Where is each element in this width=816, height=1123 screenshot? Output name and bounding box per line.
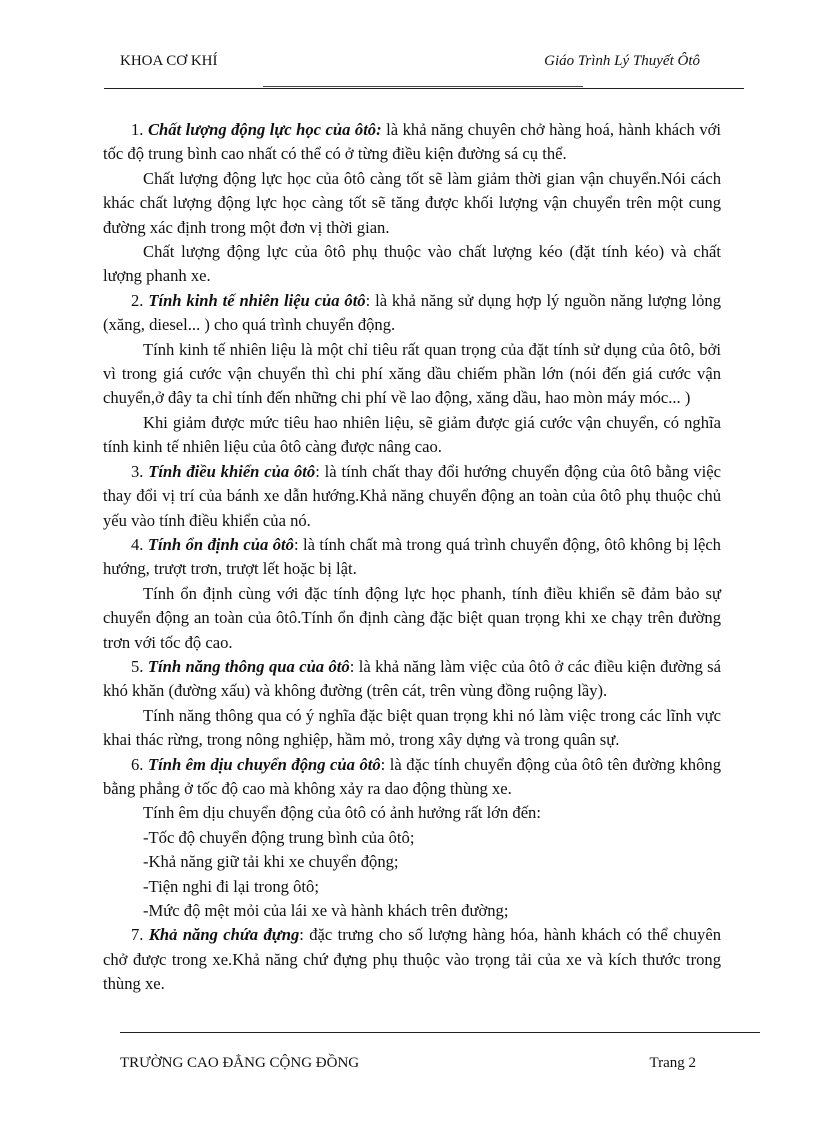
- item-definition: : đặc trưng cho số lượng hàng hóa, hành khách có thể chuyên chở được trong xe.Khả năng chứ đựng phụ thuộc vào trọng tải của xe và kích thước trong thùng xe.: [103, 925, 722, 994]
- item-number: 6.: [131, 754, 144, 774]
- paragraph: Chất lượng động lực học của ôtô càng tốt sẽ làm giảm thời gian vận chuyển.Nói cách khác chất lượng động lực học càng tốt sẽ tăng được khối lượng vận chuyển trên một cung đường xác định trong một đơn vị thời gian.: [103, 168, 721, 237]
- item-definition: : là khả năng làm việc của ôtô ở các điều kiện đường sá khó khăn (đường xấu) và không đường (trên cát, trên vùng đồng ruộng lầy).: [103, 656, 721, 701]
- header-department: KHOA CƠ KHÍ: [120, 53, 218, 69]
- header-book-title: Giáo Trình Lý Thuyết Ôtô: [544, 53, 700, 69]
- paragraph: Tính êm dịu chuyển động của ôtô có ảnh hưởng rất lớn đến:: [143, 803, 541, 823]
- header-rule: [104, 88, 744, 89]
- list-item: -Khả năng giữ tải khi xe chuyển động;: [143, 852, 399, 872]
- page-footer: [120, 1055, 696, 1075]
- item-number: 2.: [131, 290, 144, 310]
- paragraph: Tính ổn định cùng với đặc tính động lực học phanh, tính điều khiển sẽ đảm bảo sự chuyển động an toàn của ôtô.Tính ổn định càng đặc biệt quan trọng khi xe chạy trên đường trơn với tốc độ cao.: [103, 583, 721, 652]
- item-definition: : là tính chất mà trong quá trình chuyển động, ôtô không bị lệch hướng, trượt trơn, trượt lết hoặc bị lật.: [103, 534, 721, 579]
- list-item: -Tốc độ chuyển động trung bình của ôtô;: [143, 827, 415, 847]
- item-6: [103, 753, 721, 802]
- item-3: [103, 460, 721, 533]
- paragraph: Chất lượng động lực của ôtô phụ thuộc vào chất lượng kéo (đặt tính kéo) và chất lượng phanh xe.: [103, 242, 721, 286]
- header-rule-accent: [263, 86, 583, 87]
- item-number: 4.: [131, 534, 144, 554]
- item-4: [103, 533, 721, 582]
- item-number: 1.: [131, 120, 144, 139]
- item-term: Chất lượng động lực học của ôtô:: [147, 120, 382, 139]
- item-term: Tính kinh tế nhiên liệu của ôtô: [148, 290, 366, 310]
- list-item: -Mức độ mệt mỏi của lái xe và hành khách trên đường;: [143, 901, 509, 920]
- item-term: Khả năng chứa đựng: [148, 925, 300, 945]
- item-term: Tính năng thông qua của ôtô: [147, 656, 350, 676]
- item-2: [103, 289, 721, 338]
- item-term: Tính êm dịu chuyển động của ôtô: [147, 754, 381, 774]
- item-definition: : là khả năng sử dụng hợp lý nguồn năng lượng lỏng (xăng, diesel... ) cho quá trình chuyển động.: [103, 290, 722, 335]
- item-term: Tính ổn định của ôtô: [147, 534, 294, 554]
- footer-rule: [120, 1032, 760, 1033]
- item-1: [103, 118, 721, 167]
- item-number: 5.: [131, 656, 144, 676]
- item-number: 3.: [131, 461, 144, 481]
- page-number: Trang 2: [649, 1055, 696, 1071]
- item-term: Tính điều khiển của ôtô: [148, 461, 316, 481]
- item-7: [103, 923, 721, 996]
- item-definition: : là đặc tính chuyển động của ôtô tên đường không bằng phẳng ở tốc độ cao mà không xảy ra dao động thùng xe.: [103, 754, 721, 798]
- document-body: [103, 118, 721, 997]
- paragraph: Tính kinh tế nhiên liệu là một chỉ tiêu rất quan trọng của đặt tính sử dụng của ôtô, bởi vì trong giá cước vận chuyển thì chi phí xăng dầu chiếm phần lớn (nói đến giá cước vận chuyển,ở đây ta chỉ tính đến những chi phí về lao động, xăng dầu, hao mòn máy móc... ): [103, 339, 721, 408]
- paragraph: Tính năng thông qua có ý nghĩa đặc biệt quan trọng khi nó làm việc trong các lĩnh vực khai thác rừng, trong nông nghiệp, hầm mỏ, trong xây dựng và trong quân sự.: [103, 705, 721, 750]
- page-header: [120, 53, 700, 73]
- item-definition: : là tính chất thay đổi hướng chuyển động của ôtô bằng việc thay đổi vị trí của bánh xe dẫn hướng.Khả năng chuyển động an toàn của ôtô phụ thuộc chủ yếu vào tính điều khiển của nó.: [103, 461, 721, 530]
- footer-school-name: TRƯỜNG CAO ĐẲNG CỘNG ĐỒNG: [120, 1055, 360, 1071]
- item-number: 7.: [131, 925, 144, 945]
- list-item: -Tiện nghi đi lại trong ôtô;: [143, 876, 319, 896]
- item-definition: là khả năng chuyên chở hàng hoá, hành khách với tốc độ trung bình cao nhất có thể có ở từng điều kiện đường sá cụ thể.: [103, 120, 722, 164]
- paragraph: Khi giảm được mức tiêu hao nhiên liệu, sẽ giảm được giá cước vận chuyển, có nghĩa tính kinh tế nhiên liệu của ôtô càng được nâng cao.: [103, 412, 721, 457]
- item-5: [103, 655, 721, 704]
